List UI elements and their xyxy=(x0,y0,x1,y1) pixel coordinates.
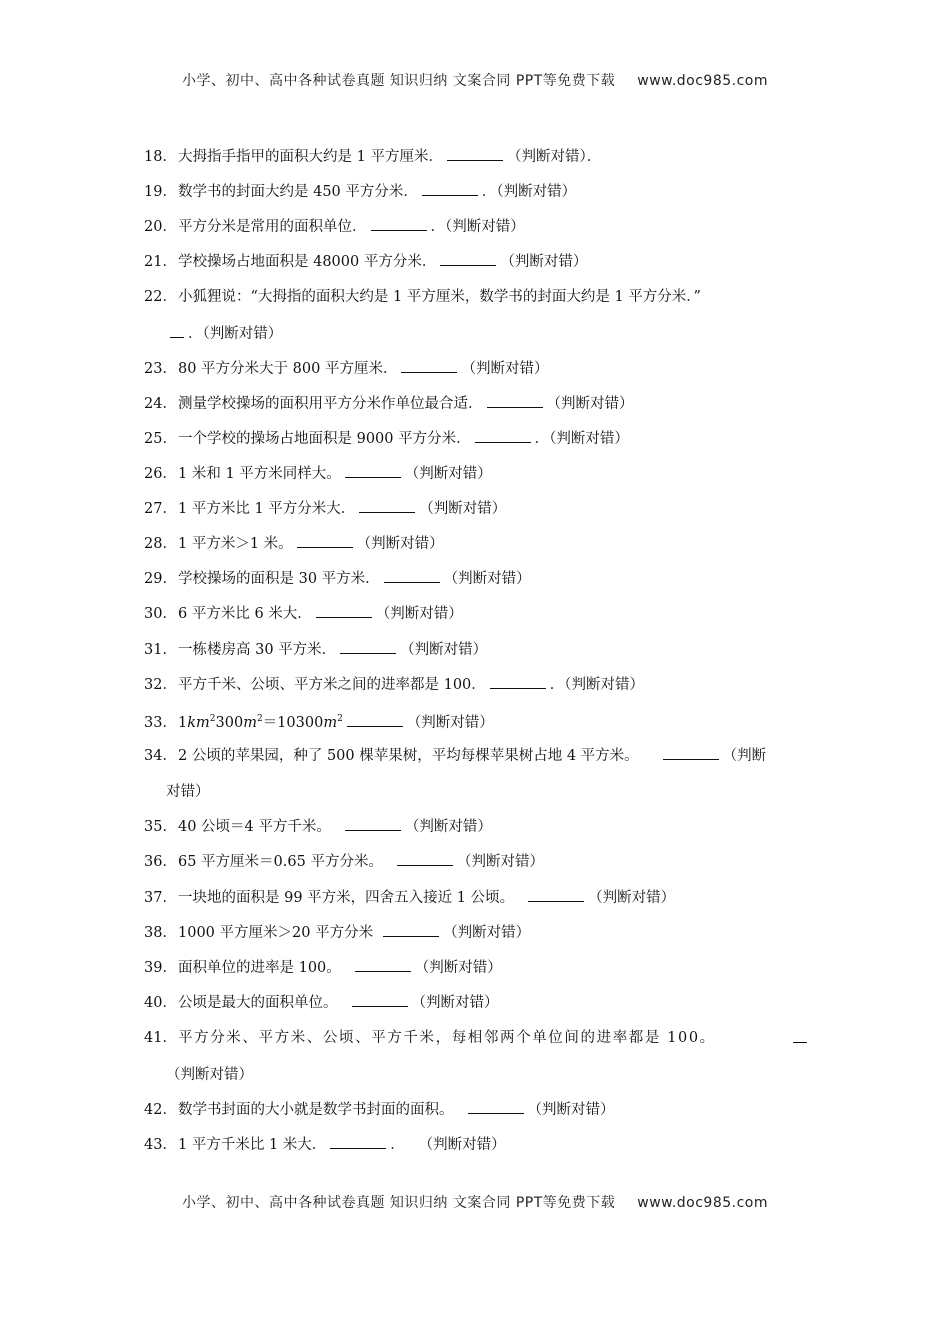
answer-blank[interactable] xyxy=(170,323,184,338)
question-36: 36．65 平方厘米＝0.65 平方分米。 （判断对错） xyxy=(144,851,544,872)
header-text: 小学、初中、高中各种试卷真题 知识归纳 文案合同 PPT等免费下载 xyxy=(181,73,616,89)
answer-blank[interactable] xyxy=(340,639,396,654)
answer-blank[interactable] xyxy=(468,1099,524,1114)
question-34-cont: 对错） xyxy=(166,784,210,800)
question-24: 24．测量学校操场的面积用平方分米作单位最合适． （判断对错） xyxy=(144,393,634,414)
answer-blank[interactable] xyxy=(663,745,719,760)
answer-blank[interactable] xyxy=(475,428,531,443)
question-41-blank-wrap xyxy=(793,1028,807,1049)
answer-blank[interactable] xyxy=(383,922,439,937)
answer-blank[interactable] xyxy=(316,603,372,618)
question-21: 21．学校操场占地面积是 48000 平方分米． （判断对错） xyxy=(144,251,587,272)
answer-blank[interactable] xyxy=(371,216,427,231)
answer-blank[interactable] xyxy=(345,816,401,831)
question-30: 30．6 平方米比 6 米大． （判断对错） xyxy=(144,603,463,624)
answer-blank[interactable] xyxy=(384,568,440,583)
question-43: 43．1 平方千米比 1 米大． ． （判断对错） xyxy=(144,1134,506,1155)
question-35: 35．40 公顷＝4 平方千米。 （判断对错） xyxy=(144,816,492,837)
question-18: 18．大拇指手指甲的面积大约是 1 平方厘米． （判断对错）． xyxy=(144,146,601,167)
question-34: 34．2 公顷的苹果园，种了 500 棵苹果树，平均每棵苹果树占地 4 平方米。 （判断 xyxy=(144,745,766,766)
question-41-cont: （判断对错） xyxy=(166,1067,253,1083)
question-26: 26．1 米和 1 平方米同样大。 （判断对错） xyxy=(144,463,492,484)
header-site: www.doc985.com xyxy=(637,73,769,89)
question-22: 22．小狐狸说：“大拇指的面积大约是 1 平方厘米，数学书的封面大约是 1 平方分米．” xyxy=(144,289,701,305)
answer-blank[interactable] xyxy=(422,181,478,196)
question-23: 23．80 平方分米大于 800 平方厘米． （判断对错） xyxy=(144,358,548,379)
answer-blank[interactable] xyxy=(401,358,457,373)
question-28: 28．1 平方米＞1 米。 （判断对错） xyxy=(144,533,444,554)
answer-blank[interactable] xyxy=(440,251,496,266)
question-31: 31．一栋楼房高 30 平方米． （判断对错） xyxy=(144,639,487,660)
question-38: 38．1000 平方厘米＞20 平方分米 （判断对错） xyxy=(144,922,530,943)
answer-blank[interactable] xyxy=(359,498,415,513)
answer-blank[interactable] xyxy=(487,393,543,408)
answer-blank[interactable] xyxy=(297,533,353,548)
answer-blank[interactable] xyxy=(793,1028,807,1043)
answer-blank[interactable] xyxy=(355,957,411,972)
question-37: 37．一块地的面积是 99 平方米，四舍五入接近 1 公顷。 （判断对错） xyxy=(144,887,675,908)
answer-blank[interactable] xyxy=(490,674,546,689)
answer-blank[interactable] xyxy=(330,1134,386,1149)
question-20: 20．平方分米是常用的面积单位． ．（判断对错） xyxy=(144,216,525,237)
question-25: 25．一个学校的操场占地面积是 9000 平方分米． ．（判断对错） xyxy=(144,428,629,449)
answer-blank[interactable] xyxy=(345,463,401,478)
question-19: 19．数学书的封面大约是 450 平方分米． ．（判断对错） xyxy=(144,181,576,202)
page-header xyxy=(0,70,950,90)
page-footer xyxy=(0,1192,950,1212)
question-29: 29．学校操场的面积是 30 平方米． （判断对错） xyxy=(144,568,531,589)
question-32: 32．平方千米、公顷、平方米之间的进率都是 100． ．（判断对错） xyxy=(144,674,644,695)
footer-site: www.doc985.com xyxy=(637,1195,769,1211)
answer-blank[interactable] xyxy=(347,712,403,727)
answer-blank[interactable] xyxy=(528,887,584,902)
question-42: 42．数学书封面的大小就是数学书封面的面积。 （判断对错） xyxy=(144,1099,615,1120)
answer-blank[interactable] xyxy=(352,992,408,1007)
question-40: 40．公顷是最大的面积单位。 （判断对错） xyxy=(144,992,499,1013)
footer-text: 小学、初中、高中各种试卷真题 知识归纳 文案合同 PPT等免费下载 xyxy=(181,1195,616,1211)
answer-blank[interactable] xyxy=(397,851,453,866)
answer-blank[interactable] xyxy=(447,146,503,161)
question-39: 39．面积单位的进率是 100。 （判断对错） xyxy=(144,957,502,978)
question-41: 41．平方分米、平方米、公顷、平方千米，每相邻两个单位间的进率都是 100。 xyxy=(144,1030,716,1046)
question-33: 33．$1km^2300m^2=10300m^2$ （判断对错） xyxy=(144,709,494,733)
question-27: 27．1 平方米比 1 平方分米大． （判断对错） xyxy=(144,498,506,519)
question-22-cont: ．（判断对错） xyxy=(166,323,282,344)
